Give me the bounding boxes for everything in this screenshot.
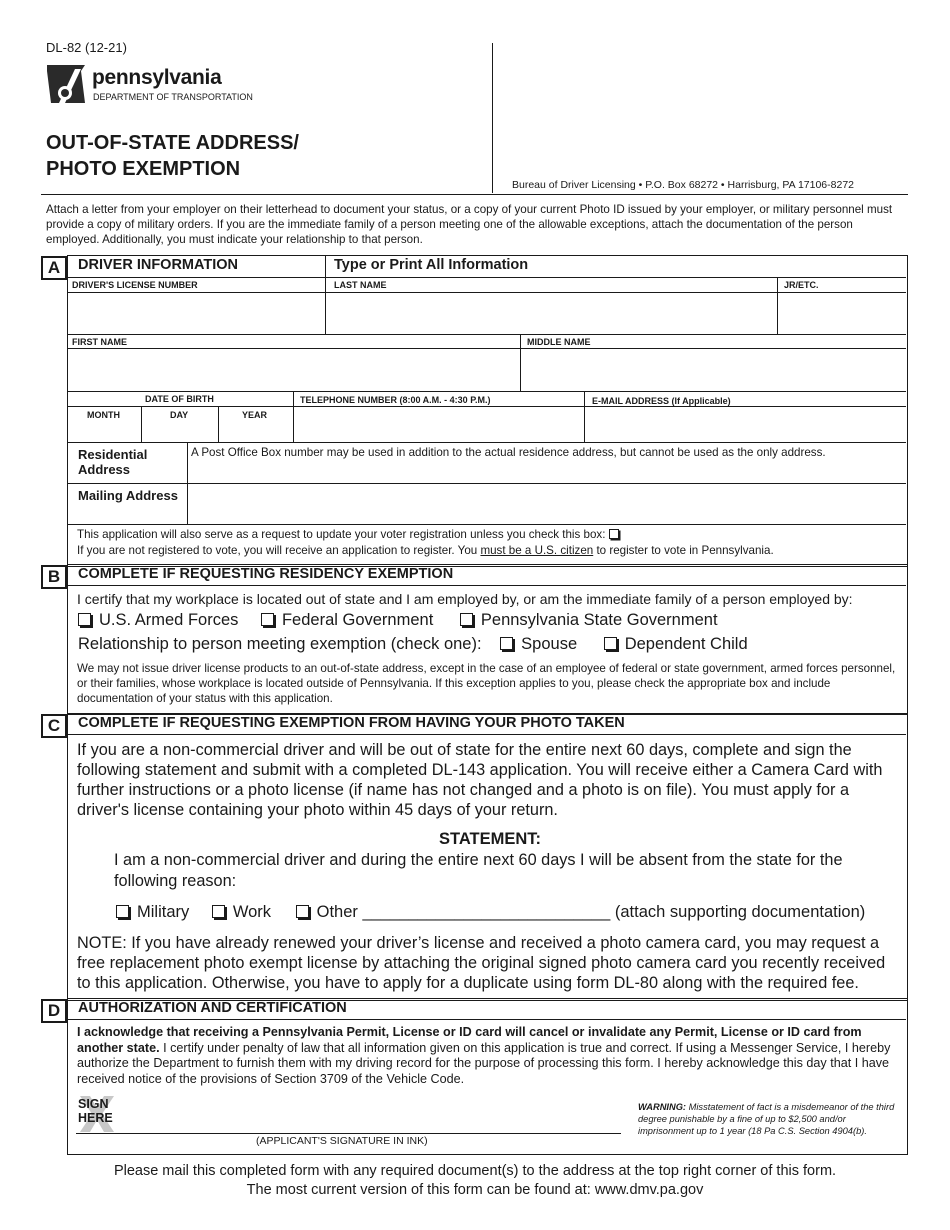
mailing-address-label: Mailing Address bbox=[78, 488, 178, 503]
signature-field[interactable] bbox=[122, 1100, 618, 1132]
us-citizen-text: must be a U.S. citizen bbox=[480, 544, 594, 557]
day-label: DAY bbox=[170, 410, 189, 420]
relationship-row bbox=[78, 635, 748, 654]
voter-line1-text: This application will also serve as a request to update your voter registration unless you check this box: bbox=[77, 528, 606, 541]
voter-line2-text: If you are not registered to vote, you will receive an application to register. You bbox=[77, 544, 481, 557]
logo-subtitle: DEPARTMENT OF TRANSPORTATION bbox=[93, 92, 253, 102]
bureau-address: Bureau of Driver Licensing • P.O. Box 68272 • Harrisburg, PA 17106-8272 bbox=[512, 179, 854, 191]
military-label: Military bbox=[137, 903, 190, 921]
military-checkbox[interactable] bbox=[116, 905, 129, 918]
residential-address-label: Residential Address bbox=[78, 447, 148, 477]
footer-mail-instructions: Please mail this completed form with any required document(s) to the address at the top right corner of this form. bbox=[113, 1163, 837, 1179]
pa-state-government-label: Pennsylvania State Government bbox=[480, 611, 718, 629]
voter-line2 bbox=[77, 544, 774, 557]
statement-title: STATEMENT: bbox=[438, 830, 542, 848]
dependent-child-label: Dependent Child bbox=[624, 635, 748, 653]
spouse-label: Spouse bbox=[521, 635, 578, 653]
section-a-letter: A bbox=[41, 256, 67, 280]
photo-note: NOTE: If you have already renewed your driver’s license and received a photo camera card, you may request a free replacement photo exempt license by attaching the original signed photo camera card you recently received to this application. Otherwise, you have to apply for a duplicate using form DL-80 along with the required fee. bbox=[77, 934, 886, 992]
armed-forces-label: U.S. Armed Forces bbox=[99, 611, 239, 629]
form-number: DL-82 (12-21) bbox=[46, 40, 127, 55]
pa-state-government-checkbox[interactable] bbox=[460, 613, 473, 626]
here-text: HERE bbox=[78, 1111, 113, 1125]
footer-website: The most current version of this form can be found at: www.dmv.pa.gov bbox=[246, 1182, 704, 1198]
warning-body: Misstatement of fact is a misdemeanor of the third degree punishable by a fine of up to $2,500 and/or imprisonment up to 1 year (18 Pa C.S. Section 4904(b). bbox=[638, 1102, 895, 1136]
warning-text bbox=[638, 1101, 900, 1137]
po-box-note: A Post Office Box number may be used in addition to the actual residence address, but cannot be used as the only address. bbox=[191, 446, 826, 459]
telephone-input[interactable] bbox=[296, 409, 581, 441]
other-checkbox[interactable] bbox=[296, 905, 309, 918]
section-c-letter: C bbox=[41, 714, 67, 738]
mailing-address-input[interactable] bbox=[190, 486, 903, 523]
employer-options bbox=[78, 611, 718, 630]
section-d-letter: D bbox=[41, 999, 67, 1023]
voter-line2-end: to register to vote in Pennsylvania. bbox=[593, 544, 774, 557]
middle-name-input[interactable] bbox=[524, 350, 903, 390]
section-b-letter: B bbox=[41, 565, 67, 589]
dob-year-input[interactable] bbox=[221, 421, 290, 441]
header-rule bbox=[41, 194, 908, 195]
signature-caption: (APPLICANT'S SIGNATURE IN INK) bbox=[256, 1135, 428, 1147]
certification-text bbox=[77, 1025, 899, 1087]
residential-address-input[interactable] bbox=[190, 461, 903, 482]
logo-name: pennsylvania bbox=[92, 66, 222, 89]
telephone-label: TELEPHONE NUMBER (8:00 A.M. - 4:30 P.M.) bbox=[300, 395, 491, 405]
first-name-input[interactable] bbox=[70, 350, 517, 390]
voter-optout-checkbox[interactable] bbox=[609, 529, 619, 539]
voter-line1 bbox=[77, 528, 619, 541]
dob-day-input[interactable] bbox=[144, 421, 215, 441]
form-title-line2: PHOTO EXEMPTION bbox=[46, 158, 241, 180]
section-b-title: COMPLETE IF REQUESTING RESIDENCY EXEMPTION bbox=[78, 566, 454, 582]
residency-note: We may not issue driver license products to an out-of-state address, except in the case of an employee of federal or state government, armed forces personnel, or their families, whose workplace is located outside of Pennsylvania. If this exception applies to you, please check the appropriate box and include documentation of your status with this application. bbox=[77, 662, 896, 705]
statement-text: I am a non-commercial driver and during the entire next 60 days I will be absent from the state for the following reason: bbox=[114, 851, 843, 890]
dependent-child-checkbox[interactable] bbox=[604, 637, 617, 650]
type-print-note: Type or Print All Information bbox=[334, 257, 529, 273]
relationship-label: Relationship to person meeting exemption (check one): bbox=[78, 635, 482, 653]
month-label: MONTH bbox=[87, 410, 120, 420]
form-title-line1: OUT-OF-STATE ADDRESS/ bbox=[46, 132, 299, 154]
armed-forces-checkbox[interactable] bbox=[78, 613, 91, 626]
last-name-input[interactable] bbox=[330, 294, 774, 333]
jr-label: JR/ETC. bbox=[784, 280, 819, 290]
penndot-keystone-logo bbox=[45, 63, 87, 105]
email-label: E-MAIL ADDRESS (If Applicable) bbox=[592, 396, 731, 406]
section-a-title: DRIVER INFORMATION bbox=[78, 257, 239, 273]
spouse-checkbox[interactable] bbox=[500, 637, 513, 650]
certification-body-text: I certify under penalty of law that all information given on this application is true and correct. If using a Messenger Service, I hereby authorize the Department to furnish them with my driving record for the purpose of processing this form. I hereby acknowledge this day that I have received notice of the provisions of Section 3709 of the Vehicle Code. bbox=[77, 1040, 891, 1086]
year-label: YEAR bbox=[242, 410, 268, 420]
dl-number-label: DRIVER'S LICENSE NUMBER bbox=[72, 280, 198, 290]
reason-options bbox=[116, 903, 865, 922]
federal-government-label: Federal Government bbox=[281, 611, 434, 629]
email-input[interactable] bbox=[587, 409, 903, 441]
jr-input[interactable] bbox=[781, 294, 903, 333]
federal-government-checkbox[interactable] bbox=[261, 613, 274, 626]
certification-bold-text: I acknowledge that receiving a Pennsylvania Permit, License or ID card will cancel or invalidate any Permit, License or ID card from another state. bbox=[77, 1025, 862, 1055]
dob-month-input[interactable] bbox=[70, 421, 138, 441]
intro-text: Attach a letter from your employer on their letterhead to document your status, or a copy of your current Photo ID issued by your employer, or military personnel must provide a copy of military orders. If you are the immediate family of a person meeting one of the allowable exceptions, attach the documentation of the person employed. Additionally, you must indicate your relationship to that person. bbox=[46, 203, 893, 246]
warning-label: WARNING: bbox=[638, 1102, 687, 1112]
first-name-label: FIRST NAME bbox=[72, 337, 127, 347]
last-name-label: LAST NAME bbox=[334, 280, 387, 290]
section-c-title: COMPLETE IF REQUESTING EXEMPTION FROM HAVING YOUR PHOTO TAKEN bbox=[78, 715, 625, 731]
sign-text: SIGN bbox=[78, 1097, 109, 1111]
middle-name-label: MIDDLE NAME bbox=[527, 337, 591, 347]
section-d-title: AUTHORIZATION AND CERTIFICATION bbox=[78, 1000, 347, 1016]
other-reason-field[interactable]: Other ___________________________ bbox=[316, 903, 611, 921]
certify-text: I certify that my workplace is located out of state and I am employed by, or am the immediate family of a person employed by: bbox=[77, 591, 853, 607]
work-label: Work bbox=[232, 903, 272, 921]
dl-number-input[interactable] bbox=[70, 294, 322, 333]
header-divider bbox=[492, 43, 493, 193]
dob-label: DATE OF BIRTH bbox=[145, 394, 214, 404]
attach-documentation-note: (attach supporting documentation) bbox=[614, 903, 866, 921]
photo-exemption-paragraph: If you are a non-commercial driver and will be out of state for the entire next 60 days, complete and sign the following statement and submit with a completed DL-143 application. You will receive either a Camera Card with further instructions or a photo license (if name has not changed and a photo is on file). You must apply for a driver's license containing your photo within 45 days of your return. bbox=[77, 741, 883, 819]
sign-here-label bbox=[78, 1097, 113, 1125]
work-checkbox[interactable] bbox=[212, 905, 225, 918]
